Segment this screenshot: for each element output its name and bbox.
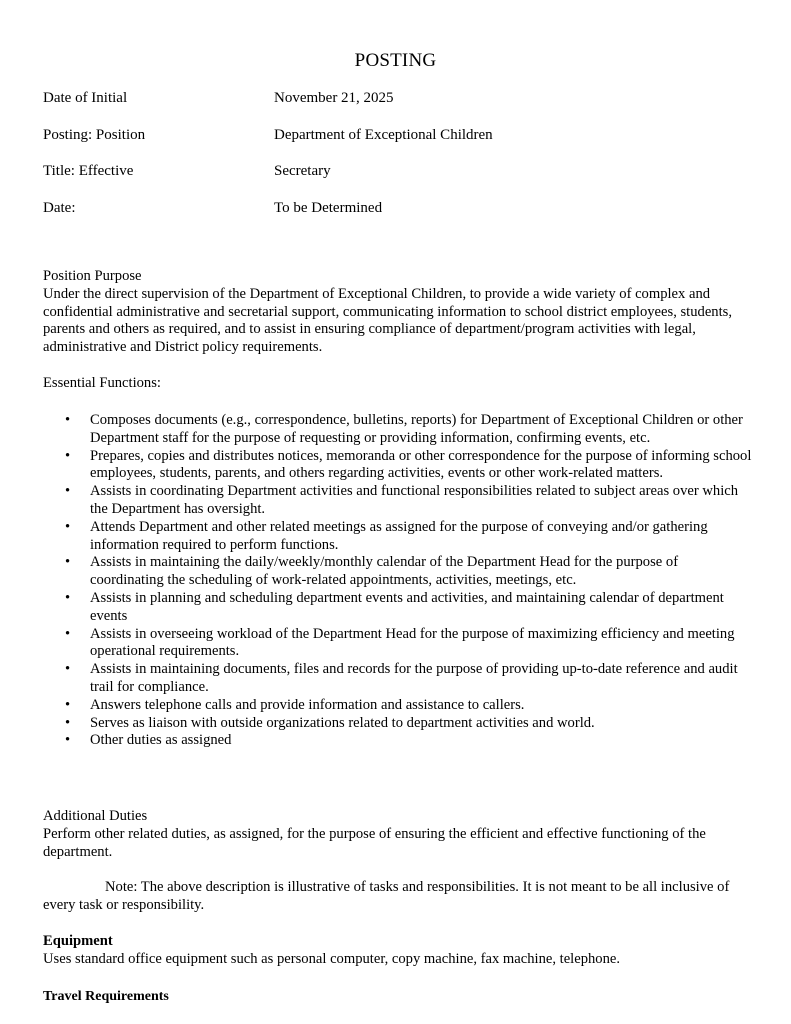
list-item-text: Composes documents (e.g., correspondence, bulletins, reports) for Department of Exceptional Children or other Department staff for the purpose of requesting or providing information, confirming events, etc. bbox=[90, 412, 743, 446]
meta-label-title-effective: Title: Effective bbox=[43, 163, 134, 179]
bullet-icon: • bbox=[65, 625, 71, 642]
bullet-icon: • bbox=[65, 696, 71, 713]
list-item bbox=[43, 715, 753, 733]
list-item-text: Assists in coordinating Department activities and functional responsibilities related to subject areas over which the Department has oversight. bbox=[90, 483, 739, 517]
bullet-icon: • bbox=[65, 589, 71, 606]
list-item bbox=[43, 483, 753, 519]
page-title: POSTING bbox=[354, 50, 437, 71]
list-item bbox=[43, 697, 753, 715]
list-item bbox=[43, 412, 753, 448]
essential-functions-list bbox=[43, 412, 753, 750]
position-purpose-heading: Position Purpose bbox=[43, 268, 142, 284]
travel-requirements-section bbox=[43, 988, 753, 1006]
list-item bbox=[43, 732, 753, 750]
bullet-icon: • bbox=[65, 412, 71, 428]
note-text: Note: The above description is illustrative of tasks and responsibilities. It is not meant to be all inclusive of every task or responsibility. bbox=[43, 879, 730, 913]
position-purpose-section bbox=[43, 268, 753, 357]
equipment-section bbox=[43, 933, 753, 969]
travel-requirements-heading: Travel Requirements bbox=[43, 989, 169, 1004]
additional-duties-section bbox=[43, 808, 753, 861]
list-item-text: Serves as liaison with outside organizations related to department activities and world. bbox=[90, 714, 595, 731]
position-purpose-text: Under the direct supervision of the Department of Exceptional Children, to provide a wide variety of complex and confidential administrative and secretarial support, communicating information to school district employees, students, parents and others as required, and to assist in ensuring compliance of department/program activities with legal, administrative and District policy requirements. bbox=[43, 285, 732, 356]
equipment-text: Uses standard office equipment such as personal computer, copy machine, fax machine, telephone. bbox=[43, 950, 621, 967]
list-item bbox=[43, 661, 753, 697]
list-item-text: Assists in maintaining the daily/weekly/monthly calendar of the Department Head for the purpose of coordinating the scheduling of work-related appointments, activities, meetings, etc. bbox=[90, 554, 679, 589]
list-item-text: Answers telephone calls and provide information and assistance to callers. bbox=[90, 696, 525, 713]
bullet-icon: • bbox=[65, 483, 71, 500]
bullet-icon: • bbox=[65, 554, 71, 571]
equipment-heading: Equipment bbox=[43, 933, 113, 949]
additional-duties-text: Perform other related duties, as assigned, for the purpose of ensuring the efficient and effective functioning of the department. bbox=[43, 825, 706, 860]
list-item-text: Assists in maintaining documents, files and records for the purpose of providing up-to-date reference and audit trail for compliance. bbox=[90, 661, 738, 695]
list-item-text: Attends Department and other related meetings as assigned for the purpose of conveying and/or gathering information required to perform functions. bbox=[90, 518, 708, 553]
essential-functions-heading: Essential Functions: bbox=[43, 375, 161, 391]
meta-label-posting-position: Posting: Position bbox=[43, 127, 146, 143]
meta-label-date-of-initial: Date of Initial bbox=[43, 90, 128, 106]
bullet-icon: • bbox=[65, 447, 71, 464]
meta-value-department: Department of Exceptional Children bbox=[274, 127, 493, 143]
bullet-icon: • bbox=[65, 714, 71, 731]
list-item bbox=[43, 448, 753, 484]
bullet-icon: • bbox=[65, 732, 71, 749]
additional-duties-heading: Additional Duties bbox=[43, 808, 148, 824]
meta-value-title: Secretary bbox=[274, 163, 331, 179]
bullet-icon: • bbox=[65, 518, 71, 535]
list-item-text: Assists in overseeing workload of the Department Head for the purpose of maximizing efficiency and meeting operational requirements. bbox=[90, 625, 735, 660]
meta-value-date: November 21, 2025 bbox=[274, 90, 394, 106]
list-item bbox=[43, 626, 753, 662]
bullet-icon: • bbox=[65, 661, 71, 678]
list-item bbox=[43, 590, 753, 626]
note-paragraph bbox=[43, 879, 753, 915]
list-item-text: Assists in planning and scheduling department events and activities, and maintaining calendar of department events bbox=[90, 589, 724, 624]
list-item-text: Prepares, copies and distributes notices, memoranda or other correspondence for the purpose of informing school employees, students, parents, and others regarding activities, events or other work-related matters. bbox=[90, 447, 752, 482]
list-item bbox=[43, 554, 753, 590]
list-item bbox=[43, 519, 753, 555]
meta-value-effective-date: To be Determined bbox=[274, 200, 383, 216]
list-item-text: Other duties as assigned bbox=[90, 732, 232, 749]
meta-label-date: Date: bbox=[43, 200, 76, 216]
